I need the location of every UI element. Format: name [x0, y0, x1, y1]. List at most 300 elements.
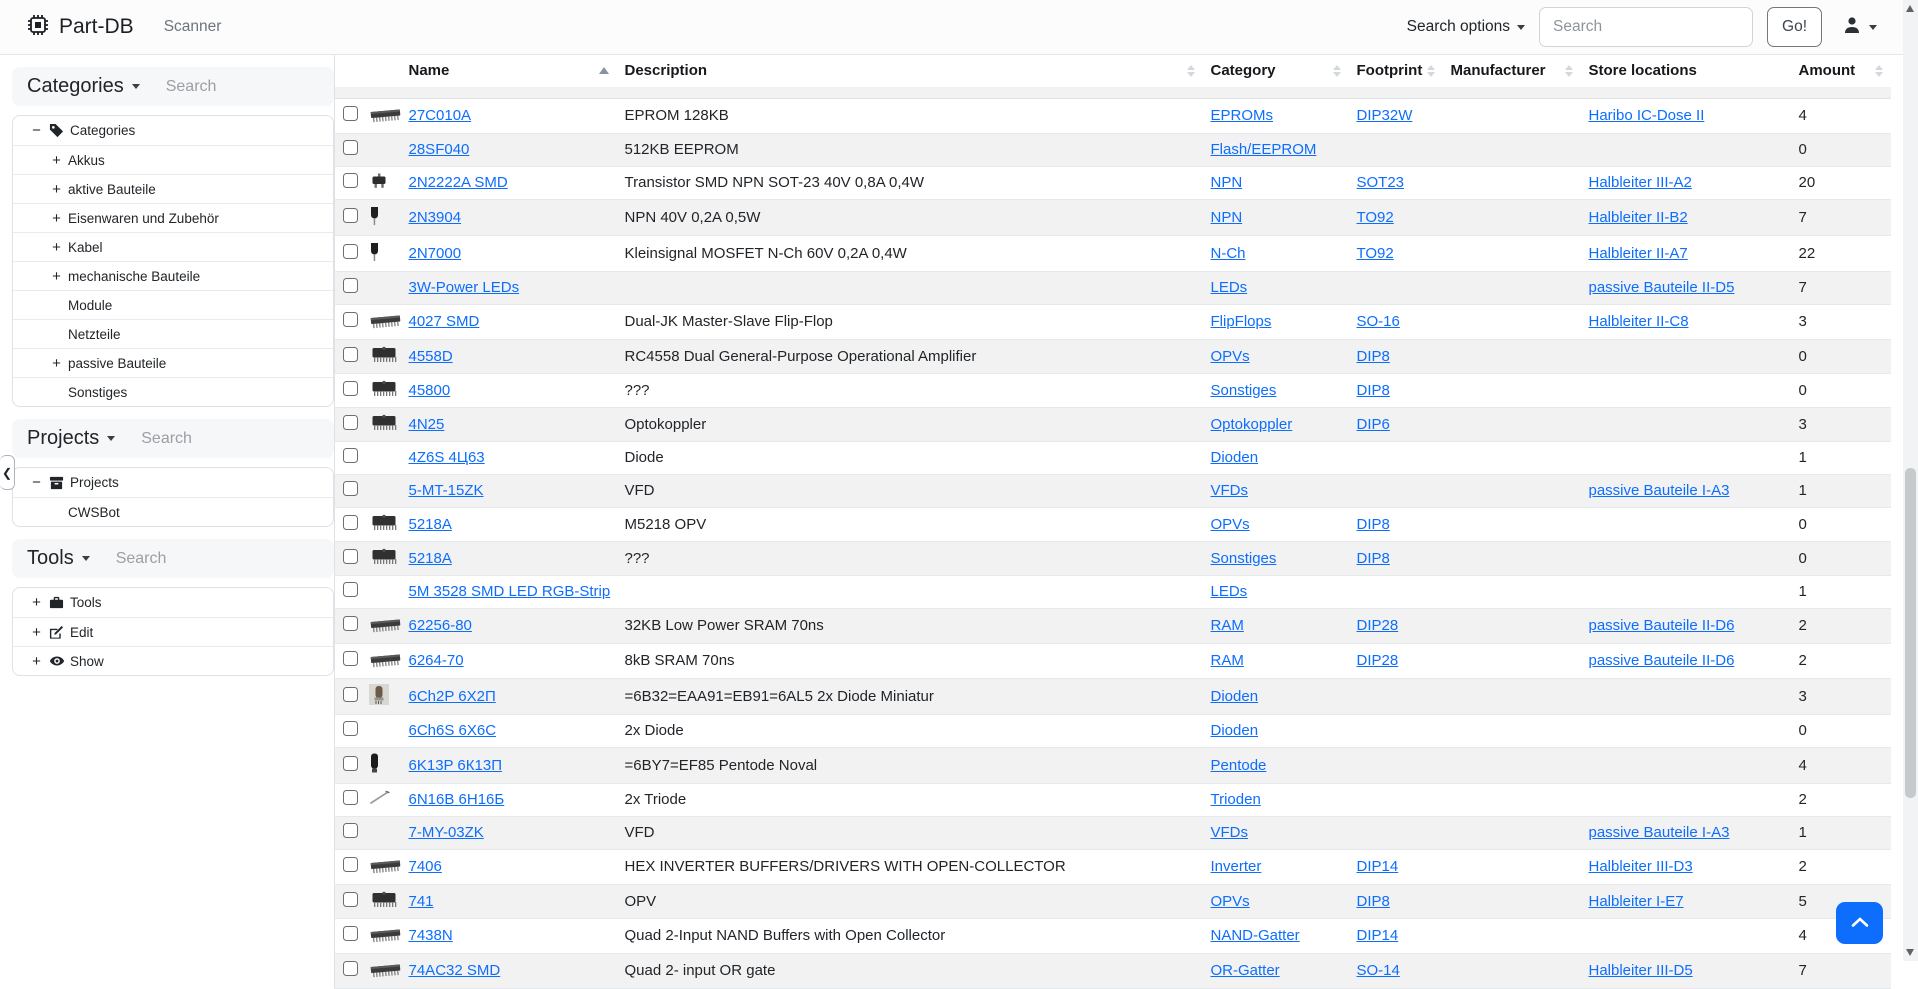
- row-checkbox[interactable]: [343, 173, 358, 188]
- part-description: ???: [617, 541, 1203, 575]
- part-description: Kleinsignal MOSFET N-Ch 60V 0,2A 0,4W: [617, 235, 1203, 271]
- category-link[interactable]: Inverter: [1210, 858, 1262, 875]
- expand-plus-icon[interactable]: +: [52, 354, 61, 372]
- part-manufacturer: [1443, 747, 1581, 783]
- expand-plus-icon[interactable]: +: [32, 623, 41, 641]
- part-manufacturer: [1443, 339, 1581, 373]
- search-options-dropdown[interactable]: [1407, 18, 1525, 36]
- tree-item-label: Projects: [70, 475, 119, 490]
- row-checkbox[interactable]: [343, 208, 358, 223]
- tree-item-label: mechanische Bauteile: [68, 268, 201, 284]
- tree-item-akkus[interactable]: [13, 145, 333, 174]
- store-location-link[interactable]: passive Bauteile I-A3: [1588, 482, 1730, 499]
- footprint-link[interactable]: DIP8: [1356, 347, 1390, 365]
- row-checkbox[interactable]: [343, 616, 358, 631]
- category-link[interactable]: NPN: [1210, 208, 1243, 226]
- part-amount: 0: [1798, 515, 1807, 533]
- part-amount: 0: [1798, 347, 1807, 365]
- sidebar-section-header-projects: [12, 419, 334, 458]
- collapse-minus-icon[interactable]: −: [32, 474, 41, 491]
- part-row: [335, 271, 1891, 304]
- tree-item-label: aktive Bauteile: [68, 181, 156, 197]
- column-label: Footprint: [1356, 62, 1423, 79]
- footprint-link[interactable]: SO-16: [1356, 313, 1400, 330]
- part-amount: 5: [1798, 892, 1807, 910]
- tree-item-cwsbot[interactable]: [13, 497, 333, 526]
- chevron-down-icon: [132, 84, 140, 89]
- expand-plus-icon[interactable]: +: [32, 594, 41, 611]
- part-amount: 3: [1798, 313, 1807, 330]
- store-location-link[interactable]: Haribo IC-Dose II: [1588, 107, 1705, 124]
- footprint-link[interactable]: DIP8: [1356, 381, 1390, 399]
- part-thumbnail-tube-photo[interactable]: [369, 684, 389, 705]
- part-description: 2x Triode: [617, 783, 1203, 816]
- row-checkbox[interactable]: [343, 823, 358, 838]
- category-link[interactable]: LEDs: [1210, 279, 1248, 296]
- row-checkbox[interactable]: [343, 549, 358, 564]
- row-checkbox[interactable]: [343, 312, 358, 327]
- part-name-link[interactable]: 62256-80: [408, 617, 472, 634]
- category-link[interactable]: LEDs: [1210, 583, 1248, 600]
- row-checkbox[interactable]: [343, 721, 358, 736]
- store-location-link[interactable]: Halbleiter II-A7: [1588, 244, 1688, 262]
- store-location-link[interactable]: Halbleiter II-C8: [1588, 313, 1689, 330]
- store-location-link[interactable]: Halbleiter III-D5: [1588, 962, 1693, 979]
- part-name-link[interactable]: 741: [408, 892, 434, 910]
- part-name-link[interactable]: 5-MT-15ZK: [408, 482, 484, 499]
- part-thumbnail-wire[interactable]: [369, 790, 391, 805]
- store-location-link[interactable]: Halbleiter III-A2: [1588, 174, 1692, 191]
- part-amount: 1: [1798, 824, 1807, 841]
- tools-tree-search-input[interactable]: [116, 550, 266, 568]
- tree-item-kabel[interactable]: [13, 232, 333, 261]
- part-name-link[interactable]: 27C010A: [408, 107, 472, 124]
- footprint-link[interactable]: SOT23: [1356, 174, 1405, 191]
- part-description: Quad 2-Input NAND Buffers with Open Collector: [617, 918, 1203, 953]
- footprint-link[interactable]: TO92: [1356, 244, 1394, 262]
- part-manufacturer: [1443, 474, 1581, 507]
- sort-toggle-icon[interactable]: [1427, 65, 1435, 77]
- tree-item-projects[interactable]: [13, 468, 333, 497]
- part-description: ???: [617, 373, 1203, 407]
- sort-toggle-icon[interactable]: [1875, 65, 1883, 77]
- tree-item-label: CWSBot: [68, 504, 120, 520]
- expand-plus-icon[interactable]: +: [52, 238, 61, 256]
- part-manufacturer: [1443, 714, 1581, 747]
- category-link[interactable]: Dioden: [1210, 449, 1259, 466]
- column-header-manufacturer[interactable]: [1443, 55, 1581, 87]
- footprint-link[interactable]: DIP8: [1356, 515, 1390, 533]
- part-row: [335, 678, 1891, 714]
- row-checkbox[interactable]: [343, 347, 358, 362]
- store-location-link[interactable]: Halbleiter III-D3: [1588, 858, 1693, 875]
- part-amount: 2: [1798, 858, 1807, 875]
- footprint-link[interactable]: DIP28: [1356, 617, 1399, 634]
- category-link[interactable]: OR-Gatter: [1210, 962, 1280, 979]
- part-name-link[interactable]: 6Ch6S 6X6C: [408, 722, 497, 739]
- part-name-link[interactable]: 7406: [408, 858, 442, 875]
- row-checkbox[interactable]: [343, 756, 358, 771]
- tree-item-module[interactable]: [13, 290, 333, 319]
- part-name-link[interactable]: 28SF040: [408, 141, 470, 158]
- part-description: =6B32=EAA91=EB91=6AL5 2x Diode Miniatur: [617, 678, 1203, 714]
- row-checkbox[interactable]: [343, 106, 358, 121]
- part-name-link[interactable]: 2N2222A SMD: [408, 174, 508, 191]
- store-location-link[interactable]: passive Bauteile II-D5: [1588, 279, 1735, 296]
- chevron-up-icon: [1851, 916, 1869, 931]
- part-thumbnail-dip-front[interactable]: [369, 890, 399, 909]
- part-row: [335, 849, 1891, 884]
- category-link[interactable]: Optokoppler: [1210, 415, 1293, 433]
- toolbox-icon: [48, 595, 65, 610]
- column-label: Description: [624, 62, 708, 79]
- category-link[interactable]: VFDs: [1210, 824, 1248, 841]
- part-description: Dual-JK Master-Slave Flip-Flop: [617, 304, 1203, 339]
- category-link[interactable]: OPVs: [1210, 515, 1250, 533]
- category-link[interactable]: NPN: [1210, 174, 1243, 191]
- part-name-link[interactable]: 3W-Power LEDs: [408, 279, 520, 296]
- part-name-link[interactable]: 6Ch2P 6Х2П: [408, 687, 496, 705]
- section-title-dropdown[interactable]: [27, 547, 90, 570]
- section-title-dropdown[interactable]: [27, 427, 115, 450]
- tree-item-label: Tools: [70, 595, 102, 610]
- tree-item-tools[interactable]: [13, 588, 333, 617]
- part-row: [335, 953, 1891, 988]
- part-description: VFD: [617, 474, 1203, 507]
- part-name-link[interactable]: 2N7000: [408, 244, 462, 262]
- store-location-link[interactable]: passive Bauteile II-D6: [1588, 652, 1735, 669]
- category-link[interactable]: OPVs: [1210, 892, 1250, 910]
- row-checkbox[interactable]: [343, 448, 358, 463]
- category-link[interactable]: EPROMs: [1210, 107, 1274, 124]
- projects-tree-search-input[interactable]: [141, 430, 291, 448]
- part-description: M5218 OPV: [617, 507, 1203, 541]
- part-amount: 3: [1798, 415, 1807, 433]
- footprint-link[interactable]: DIP14: [1356, 858, 1399, 875]
- chevron-down-icon: [1517, 25, 1525, 30]
- part-name-link[interactable]: 6264-70: [408, 652, 464, 669]
- category-link[interactable]: Dioden: [1210, 722, 1259, 739]
- store-location-link[interactable]: passive Bauteile II-D6: [1588, 617, 1735, 634]
- part-thumbnail-ic-side[interactable]: [369, 104, 401, 124]
- tree-item-label: Eisenwaren und Zubehör: [68, 210, 219, 226]
- footprint-link[interactable]: DIP8: [1356, 892, 1390, 910]
- expand-plus-icon[interactable]: +: [52, 209, 61, 227]
- tags-icon: [48, 123, 65, 138]
- part-manufacturer: [1443, 783, 1581, 816]
- archive-box-icon: [48, 475, 65, 490]
- part-name-link[interactable]: 7-MY-03ZK: [408, 824, 484, 841]
- top-navbar: [0, 0, 1903, 55]
- part-row: [335, 575, 1891, 608]
- column-label: Name: [408, 62, 450, 79]
- part-thumbnail-dip-front[interactable]: [369, 379, 399, 398]
- part-thumbnail-to92[interactable]: [369, 205, 380, 226]
- sort-toggle-icon[interactable]: [1187, 65, 1195, 77]
- tree-item-passive-bauteile[interactable]: [13, 348, 333, 377]
- part-name-link[interactable]: 4027 SMD: [408, 313, 480, 330]
- category-link[interactable]: NAND-Gatter: [1210, 927, 1300, 944]
- tree-item-show[interactable]: [13, 646, 333, 675]
- row-checkbox[interactable]: [343, 278, 358, 293]
- part-amount: 4: [1798, 927, 1807, 944]
- part-thumbnail-sot23[interactable]: [369, 173, 389, 189]
- part-description: 8kB SRAM 70ns: [617, 643, 1203, 678]
- part-thumbnail-ic-side[interactable]: [369, 855, 401, 875]
- part-amount: 4: [1798, 107, 1807, 124]
- tree-item-label: Show: [70, 653, 104, 669]
- column-header-store-locations[interactable]: [1581, 55, 1791, 87]
- tree-item-mechanische-bauteile[interactable]: [13, 261, 333, 290]
- part-thumbnail-ic-side[interactable]: [369, 924, 401, 944]
- part-thumbnail-dip-front[interactable]: [369, 413, 399, 432]
- store-location-link[interactable]: Halbleiter II-B2: [1588, 208, 1688, 226]
- category-link[interactable]: Dioden: [1210, 687, 1259, 705]
- part-description: NPN 40V 0,2A 0,5W: [617, 199, 1203, 235]
- sidebar: [12, 55, 334, 676]
- part-row: [335, 884, 1891, 918]
- collapse-minus-icon[interactable]: −: [32, 122, 41, 139]
- footprint-link[interactable]: DIP28: [1356, 652, 1399, 669]
- column-header-name[interactable]: [401, 55, 617, 87]
- part-manufacturer: [1443, 575, 1581, 608]
- part-amount: 2: [1798, 791, 1807, 808]
- column-header-amount[interactable]: [1791, 55, 1891, 87]
- row-checkbox[interactable]: [343, 140, 358, 155]
- part-thumbnail-ic-side[interactable]: [369, 959, 401, 979]
- part-thumbnail-ic-side[interactable]: [369, 614, 401, 634]
- sort-ascending-icon[interactable]: [599, 67, 609, 74]
- footprint-link[interactable]: DIP8: [1356, 549, 1390, 567]
- part-amount: 3: [1798, 687, 1807, 705]
- sort-toggle-icon[interactable]: [1333, 65, 1341, 77]
- expand-plus-icon[interactable]: +: [32, 652, 41, 670]
- part-row: [335, 816, 1891, 849]
- part-manufacturer: [1443, 849, 1581, 884]
- part-amount: 4: [1798, 756, 1807, 774]
- column-header-description[interactable]: [617, 55, 1203, 87]
- footprint-link[interactable]: DIP32W: [1356, 107, 1413, 124]
- part-row: [335, 235, 1891, 271]
- part-row: [335, 407, 1891, 441]
- part-description: HEX INVERTER BUFFERS/DRIVERS WITH OPEN-COLLECTOR: [617, 849, 1203, 884]
- category-link[interactable]: RAM: [1210, 652, 1244, 669]
- part-row: [335, 783, 1891, 816]
- store-location-link[interactable]: passive Bauteile I-A3: [1588, 824, 1730, 841]
- footprint-link[interactable]: DIP14: [1356, 927, 1399, 944]
- category-link[interactable]: Flash/EEPROM: [1210, 141, 1317, 158]
- scroll-to-top-button[interactable]: [1836, 902, 1883, 944]
- part-thumbnail-dip-front[interactable]: [369, 513, 399, 532]
- go-button[interactable]: Go!: [1767, 7, 1822, 47]
- part-name-link[interactable]: 6K13P 6К13П: [408, 756, 502, 774]
- tree-item-label: Netzteile: [68, 326, 121, 342]
- part-row: [335, 643, 1891, 678]
- expand-plus-icon[interactable]: +: [52, 151, 61, 169]
- expand-plus-icon[interactable]: +: [52, 180, 61, 198]
- category-link[interactable]: Trioden: [1210, 791, 1261, 808]
- part-description: [617, 271, 1203, 304]
- tree-item-edit[interactable]: [13, 617, 333, 646]
- part-description: Diode: [617, 441, 1203, 474]
- search-input[interactable]: [1539, 7, 1753, 47]
- section-title-dropdown[interactable]: [27, 75, 140, 98]
- part-name-link[interactable]: 4558D: [408, 347, 453, 365]
- part-manufacturer: [1443, 953, 1581, 988]
- row-checkbox[interactable]: [343, 926, 358, 941]
- part-thumbnail-tube-dark[interactable]: [369, 753, 380, 774]
- part-thumbnail-to92[interactable]: [369, 241, 380, 262]
- part-name-link[interactable]: 2N3904: [408, 208, 462, 226]
- part-manufacturer: [1443, 816, 1581, 849]
- category-link[interactable]: RAM: [1210, 617, 1244, 634]
- column-header-empty: [361, 55, 401, 87]
- part-description: RC4558 Dual General-Purpose Operational Amplifier: [617, 339, 1203, 373]
- row-checkbox[interactable]: [343, 687, 358, 702]
- tree-item-label: Edit: [70, 624, 94, 640]
- row-checkbox[interactable]: [343, 481, 358, 496]
- user-menu[interactable]: [1842, 15, 1877, 40]
- part-row: [335, 199, 1891, 235]
- part-description: Optokoppler: [617, 407, 1203, 441]
- categories-tree: [12, 115, 334, 407]
- part-name-link[interactable]: 5218A: [408, 515, 452, 533]
- search-options-label: Search options: [1406, 18, 1511, 35]
- part-manufacturer: [1443, 441, 1581, 474]
- scrollbar-down-arrow-icon[interactable]: [1906, 949, 1914, 956]
- category-link[interactable]: VFDs: [1210, 482, 1248, 499]
- part-amount: 0: [1798, 722, 1807, 739]
- category-link[interactable]: FlipFlops: [1210, 313, 1272, 330]
- category-link[interactable]: N-Ch: [1210, 244, 1246, 262]
- part-row: [335, 474, 1891, 507]
- category-link[interactable]: Sonstiges: [1210, 381, 1277, 399]
- row-checkbox[interactable]: [343, 961, 358, 976]
- category-link[interactable]: OPVs: [1210, 347, 1250, 365]
- chevron-down-icon: [1869, 25, 1877, 30]
- parts-table: [334, 55, 1891, 989]
- part-row: [335, 441, 1891, 474]
- part-thumbnail-dip-front[interactable]: [369, 547, 399, 566]
- part-manufacturer: [1443, 541, 1581, 575]
- tree-item-label: Categories: [70, 123, 136, 138]
- scrollbar-up-arrow-icon[interactable]: [1906, 5, 1914, 12]
- tree-item-label: Module: [68, 297, 113, 313]
- part-amount: 0: [1798, 141, 1807, 158]
- part-thumbnail-ic-side[interactable]: [369, 649, 401, 669]
- categories-tree-search-input[interactable]: [166, 78, 316, 96]
- column-header-footprint[interactable]: [1349, 55, 1443, 87]
- row-checkbox[interactable]: [343, 582, 358, 597]
- part-amount: 7: [1798, 208, 1807, 226]
- part-amount: 0: [1798, 381, 1807, 399]
- footprint-link[interactable]: TO92: [1356, 208, 1394, 226]
- part-amount: 20: [1798, 174, 1816, 191]
- footprint-link[interactable]: SO-14: [1356, 962, 1400, 979]
- part-name-link[interactable]: 45800: [408, 381, 451, 399]
- vertical-scrollbar[interactable]: [1903, 0, 1918, 961]
- part-row: [335, 714, 1891, 747]
- part-amount: 1: [1798, 449, 1807, 466]
- app-title: Part-DB: [59, 15, 134, 38]
- row-checkbox[interactable]: [343, 790, 358, 805]
- store-location-link[interactable]: Halbleiter I-E7: [1588, 892, 1684, 910]
- expand-plus-icon[interactable]: +: [52, 267, 61, 285]
- row-checkbox[interactable]: [343, 515, 358, 530]
- part-row: [335, 507, 1891, 541]
- row-checkbox[interactable]: [343, 651, 358, 666]
- part-description: 512KB EEPROM: [617, 133, 1203, 166]
- part-row: [335, 133, 1891, 166]
- tree-item-sonstiges[interactable]: [13, 377, 333, 406]
- part-amount: 1: [1798, 482, 1807, 499]
- category-link[interactable]: Pentode: [1210, 756, 1267, 774]
- part-name-link[interactable]: 4Z6S 4Ц63: [408, 449, 485, 466]
- part-description: Transistor SMD NPN SOT-23 40V 0,8A 0,4W: [617, 166, 1203, 199]
- part-manufacturer: [1443, 608, 1581, 643]
- row-checkbox[interactable]: [343, 244, 358, 259]
- part-manufacturer: [1443, 235, 1581, 271]
- part-thumbnail-ic-side[interactable]: [369, 310, 401, 330]
- part-name-link[interactable]: 5M 3528 SMD LED RGB-Strip: [408, 583, 611, 600]
- section-title-label: Categories: [27, 75, 124, 97]
- sort-toggle-icon[interactable]: [1565, 65, 1573, 77]
- part-manufacturer: [1443, 373, 1581, 407]
- part-amount: 0: [1798, 549, 1807, 567]
- part-description: [617, 575, 1203, 608]
- column-label: Amount: [1798, 62, 1856, 79]
- part-name-link[interactable]: 4N25: [408, 415, 445, 433]
- part-row: [335, 304, 1891, 339]
- part-manufacturer: [1443, 884, 1581, 918]
- part-description: VFD: [617, 816, 1203, 849]
- part-name-link[interactable]: 6N16B 6Н16Б: [408, 791, 505, 808]
- row-checkbox[interactable]: [343, 892, 358, 907]
- part-name-link[interactable]: 5218A: [408, 549, 452, 567]
- tree-item-categories[interactable]: [13, 116, 333, 145]
- part-manufacturer: [1443, 271, 1581, 304]
- part-description: EPROM 128KB: [617, 98, 1203, 133]
- app-brand[interactable]: [26, 13, 134, 42]
- tree-item-netzteile[interactable]: [13, 319, 333, 348]
- column-label: Store locations: [1588, 62, 1697, 79]
- tree-item-aktive-bauteile[interactable]: [13, 174, 333, 203]
- part-row: [335, 98, 1891, 133]
- part-name-link[interactable]: 7438N: [408, 927, 453, 944]
- part-manufacturer: [1443, 643, 1581, 678]
- row-checkbox[interactable]: [343, 381, 358, 396]
- part-name-link[interactable]: 74AC32 SMD: [408, 962, 501, 979]
- part-thumbnail-dip-front[interactable]: [369, 345, 399, 364]
- part-description: 2x Diode: [617, 714, 1203, 747]
- footprint-link[interactable]: DIP6: [1356, 415, 1390, 433]
- tree-item-eisenwaren-und-zubeh-r[interactable]: [13, 203, 333, 232]
- sidebar-collapse-handle[interactable]: [0, 455, 15, 490]
- nav-item-scanner[interactable]: Scanner: [163, 18, 222, 35]
- part-manufacturer: [1443, 678, 1581, 714]
- scrollbar-thumb[interactable]: [1905, 468, 1916, 798]
- sidebar-section-header-tools: [12, 539, 334, 578]
- tree-item-label: passive Bauteile: [68, 355, 167, 371]
- part-manufacturer: [1443, 304, 1581, 339]
- row-checkbox[interactable]: [343, 415, 358, 430]
- part-amount: 7: [1798, 962, 1807, 979]
- column-header-category[interactable]: [1203, 55, 1349, 87]
- tree-item-label: Sonstiges: [68, 384, 128, 400]
- chevron-down-icon: [82, 556, 90, 561]
- row-checkbox[interactable]: [343, 857, 358, 872]
- category-link[interactable]: Sonstiges: [1210, 549, 1277, 567]
